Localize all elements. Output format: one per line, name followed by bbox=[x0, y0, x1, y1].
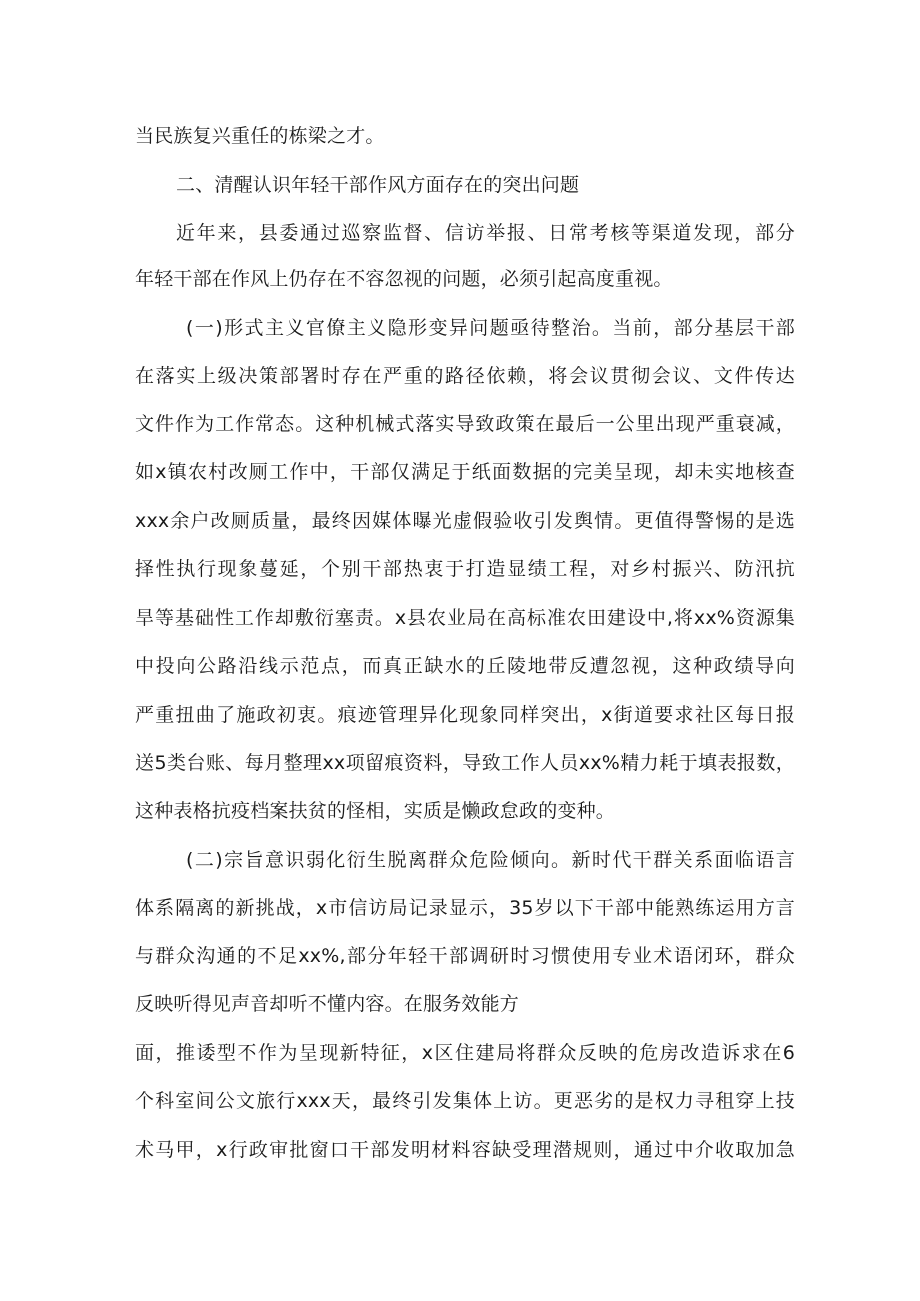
text-line: 面，推诿型不作为呈现新特征，x区住建局将群众反映的危房改造诉求在6 bbox=[135, 1042, 795, 1064]
text-line: 旱等基础性工作却敷衍塞责。x县农业局在高标准农田建设中,将xx%资源集 bbox=[135, 607, 795, 629]
text-line: 中投向公路沿线示范点，而真正缺水的丘陵地带反遭忽视，这种政绩导向 bbox=[135, 655, 795, 677]
subsection-heading: (二)宗旨意识弱化衍生脱离群众危险倾向。新时代干群关系面临语言 bbox=[186, 849, 795, 871]
text-line: 送5类台账、每月整理xx项留痕资料，导致工作人员xx%精力耗于填表报数， bbox=[135, 752, 795, 774]
section-heading: 二、清醒认识年轻干部作风方面存在的突出问题 bbox=[176, 174, 580, 196]
text-line: 年轻干部在作风上仍存在不容忽视的问题，必须引起高度重视。 bbox=[135, 268, 673, 290]
text-line: 择性执行现象蔓延，个别干部热衷于打造显绩工程，对乡村振兴、防汛抗 bbox=[135, 558, 795, 580]
text-line: 如x镇农村改厕工作中，干部仅满足于纸面数据的完美呈现，却未实地核查 bbox=[135, 461, 795, 483]
text-line: 体系隔离的新挑战，x市信访局记录显示，35岁以下干部中能熟练运用方言 bbox=[135, 897, 795, 919]
text-line: 反映听得见声音却听不懂内容。在服务效能方 bbox=[135, 993, 520, 1015]
subsection-heading: (一)形式主义官僚主义隐形变异问题亟待整治。当前，部分基层干部 bbox=[186, 317, 795, 339]
text-line: 与群众沟通的不足xx%,部分年轻干部调研时习惯使用专业术语闭环，群众 bbox=[135, 945, 795, 967]
text-line: 个科室间公文旅行xxx天，最终引发集体上访。更恶劣的是权力寻租穿上技 bbox=[135, 1090, 795, 1112]
text-line: 近年来，县委通过巡察监督、信访举报、日常考核等渠道发现，部分 bbox=[176, 222, 795, 244]
text-line: 严重扭曲了施政初衷。痕迹管理异化现象同样突出，x街道要求社区每日报 bbox=[135, 704, 795, 726]
text-line: 文件作为工作常态。这种机械式落实导致政策在最后一公里出现严重衰减， bbox=[135, 413, 795, 435]
text-line: 当民族复兴重任的栋梁之才。 bbox=[135, 125, 385, 147]
text-line: 这种表格抗疫档案扶贫的怪相，实质是懒政怠政的变种。 bbox=[135, 800, 616, 822]
text-line: xxx余户改厕质量，最终因媒体曝光虚假验收引发舆情。更值得警惕的是选 bbox=[135, 510, 795, 532]
text-line: 在落实上级决策部署时存在严重的路径依赖，将会议贯彻会议、文件传达 bbox=[135, 365, 795, 387]
text-line: 术马甲，x行政审批窗口干部发明材料容缺受理潜规则，通过中介收取加急 bbox=[135, 1139, 795, 1161]
